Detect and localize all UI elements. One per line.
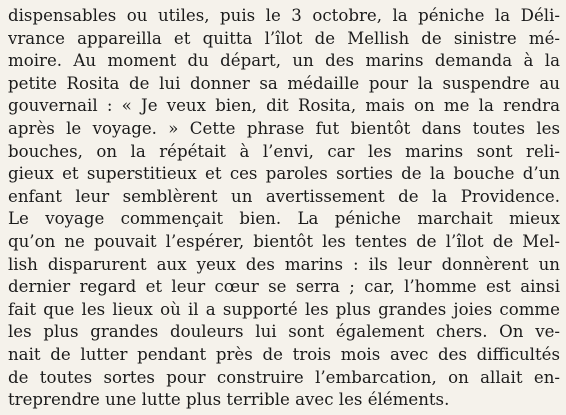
text-line-11: qu’on ne pouvait l’espérer, bientôt les tentes de l’îlot de Mel- [8, 231, 560, 251]
text-line-2: vrance appareilla et quitta l’îlot de Mellish de sinistre mé- [8, 28, 560, 48]
text-line-10: Le voyage commençait bien. La péniche marchait mieux [8, 209, 560, 229]
text-line-12: lish disparurent aux yeux des marins : ils leur donnèrent un [8, 254, 560, 274]
body-text [8, 5, 560, 412]
text-line-4: petite Rosita de lui donner sa médaille pour la suspendre au [8, 73, 560, 93]
text-line-17: de toutes sortes pour construire l’embarcation, on allait en- [8, 367, 560, 387]
text-line-18: treprendre une lutte plus terrible avec les éléments. [8, 390, 450, 410]
text-line-9: enfant leur semblèrent un avertissement de la Providence. [8, 186, 560, 206]
text-line-5: gouvernail : « Je veux bien, dit Rosita, mais on me la rendra [8, 96, 560, 116]
text-line-1: dispensables ou utiles, puis le 3 octobre, la péniche la Déli- [8, 6, 560, 25]
text-line-13: dernier regard et leur cœur se serra ; car, l’homme est ainsi [8, 277, 560, 297]
text-line-7: bouches, on la répétait à l’envi, car les marins sont reli- [8, 141, 560, 161]
text-line-14: fait que les lieux où il a supporté les plus grandes joies comme [8, 299, 560, 319]
text-line-15: les plus grandes douleurs lui sont également chers. On ve- [8, 322, 560, 342]
text-line-3: moire. Au moment du départ, un des marins demanda à la [8, 51, 560, 71]
text-line-16: nait de lutter pendant près de trois mois avec des difficultés [8, 344, 560, 364]
text-line-6: après le voyage. » Cette phrase fut bientôt dans toutes les [8, 118, 560, 138]
text-line-8: gieux et superstitieux et ces paroles sorties de la bouche d’un [8, 164, 560, 184]
